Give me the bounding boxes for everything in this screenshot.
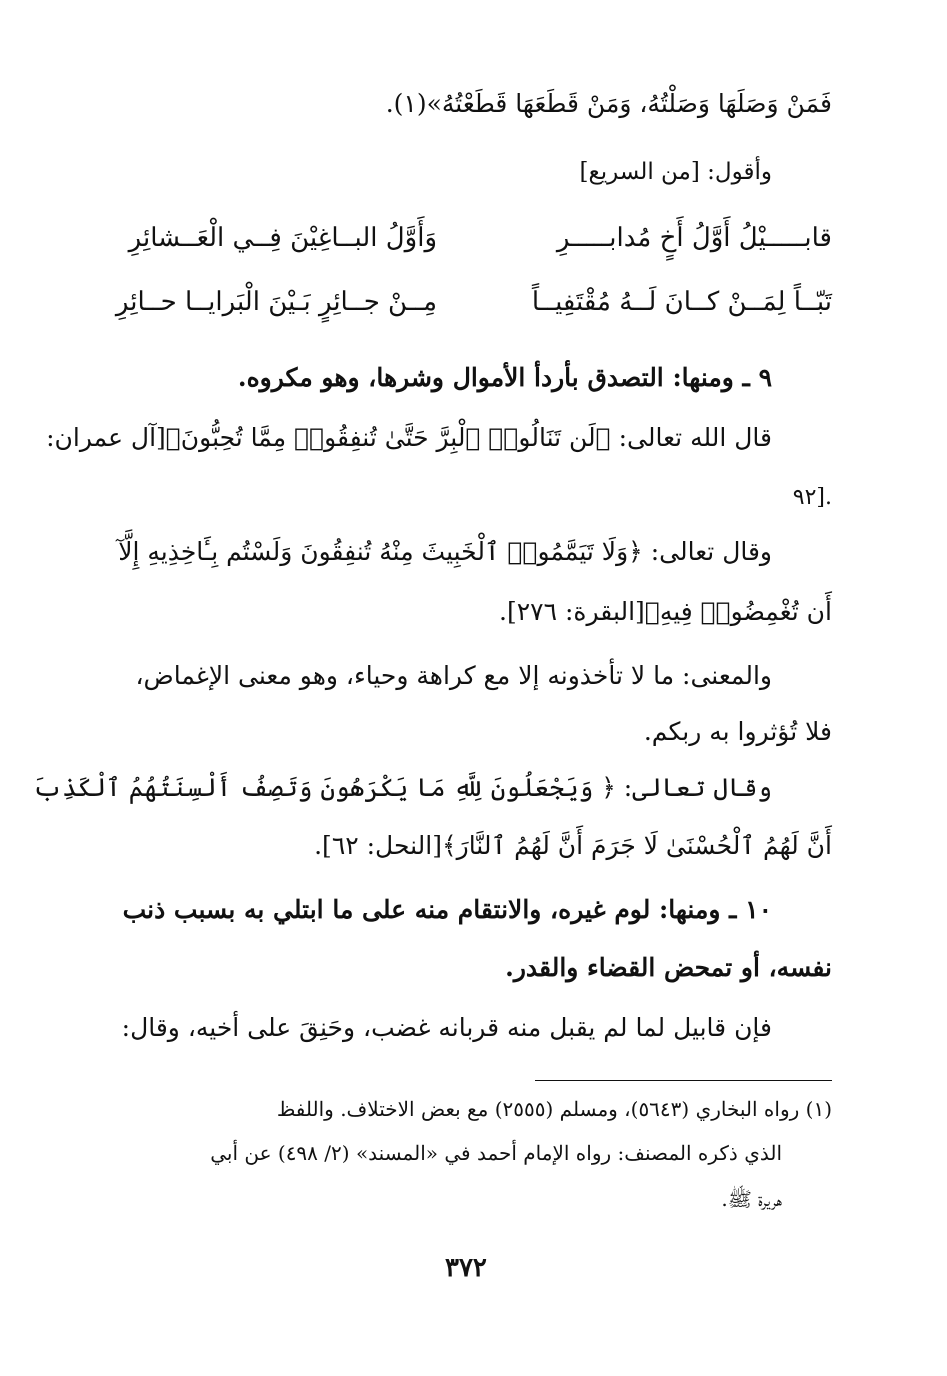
text-line-quran-3: وقال تعالى: ﴿ وَيَجْعَلُونَ لِلَّهِ مَا يَكْرَهُونَ وَتَصِفُ أَلْسِنَتُهُمُ ٱلْكَذِبَ: [32, 773, 772, 802]
page-number: ٣٧٢: [445, 1253, 487, 1283]
text-line-quran-2: وقال تعالى: ﴿وَلَا تَيَمَّمُوا۟ ٱلْخَبِيثَ مِنْهُ تُنفِقُونَ وَلَسْتُم بِـَٔاخِذِيهِ إِلَّآ: [118, 537, 772, 566]
section-heading-10: ١٠ ـ ومنها: لوم غيره، والانتقام منه على ما ابتلي به بسبب ذنب: [122, 895, 772, 924]
verse-2-first: تَبّــاً لِمَــنْ كــانَ لَــهُ مُقْتَفِيــاً: [531, 287, 832, 317]
footnote-line-3: هريرة ﷺ.: [721, 1187, 782, 1211]
text-line-quran-3-cont: أَنَّ لَهُمُ ٱلْحُسْنَىٰ لَا جَرَمَ أَنَّ لَهُمُ ٱلنَّارَ﴾[النحل: ٦٢].: [314, 831, 832, 860]
footnote-separator: [535, 1080, 832, 1081]
footnote-line-2: الذي ذكره المصنف: رواه الإمام أحمد في «المسند» (٢/ ٤٩٨) عن أبي: [210, 1141, 782, 1165]
text-line-last: فإن قابيل لما لم يقبل منه قربانه غضب، وحَنِقَ على أخيه، وقال:: [121, 1013, 772, 1042]
text-line-quran-1-cont: ٩٢].: [792, 485, 832, 510]
text-line-quran-2-cont: أَن تُغْمِضُوا۟ فِيهِ﴾[البقرة: ٢٧٦].: [499, 597, 832, 626]
verse-1-first: قابـــــيْلُ أَوَّلُ أَخٍ مُدابـــــرِ: [556, 223, 832, 253]
text-line-1: فَمَنْ وَصَلَهَا وَصَلْتُهُ، وَمَنْ قَطَعَهَا قَطَعْتُهُ»(١).: [385, 89, 832, 118]
verse-1-second: وَأَوَّلُ البــاغِيْنَ فِــي الْعَــشائِرِ: [128, 223, 437, 253]
text-line-meaning-cont: فلا تُؤثروا به ربكم.: [643, 717, 832, 746]
text-line-quran-1: قال الله تعالى: ﴿لَن تَنَالُوا۟ ٱلْبِرَّ حَتَّىٰ تُنفِقُوا۟ مِمَّا تُحِبُّونَ﴾[آل عمران:: [46, 423, 772, 452]
verse-2-second: مِــنْ جــائِرٍ بَـيْنَ الْبَرايــا حــائِرِ: [115, 287, 437, 317]
footnote-line-1: (١) رواه البخاري (٥٦٤٣)، ومسلم (٢٥٥٥) مع بعض الاختلاف. واللفظ: [276, 1097, 832, 1121]
text-line-meaning: والمعنى: ما لا تأخذونه إلا مع كراهة وحياء، وهو معنى الإغماض،: [135, 661, 772, 690]
poem-intro: وأقول: [من السريع]: [579, 159, 772, 185]
section-heading-9: ٩ ـ ومنها: التصدق بأردأ الأموال وشرها، وهو مكروه.: [237, 363, 772, 392]
section-heading-10-cont: نفسه، أو تمحض القضاء والقدر.: [505, 953, 832, 982]
